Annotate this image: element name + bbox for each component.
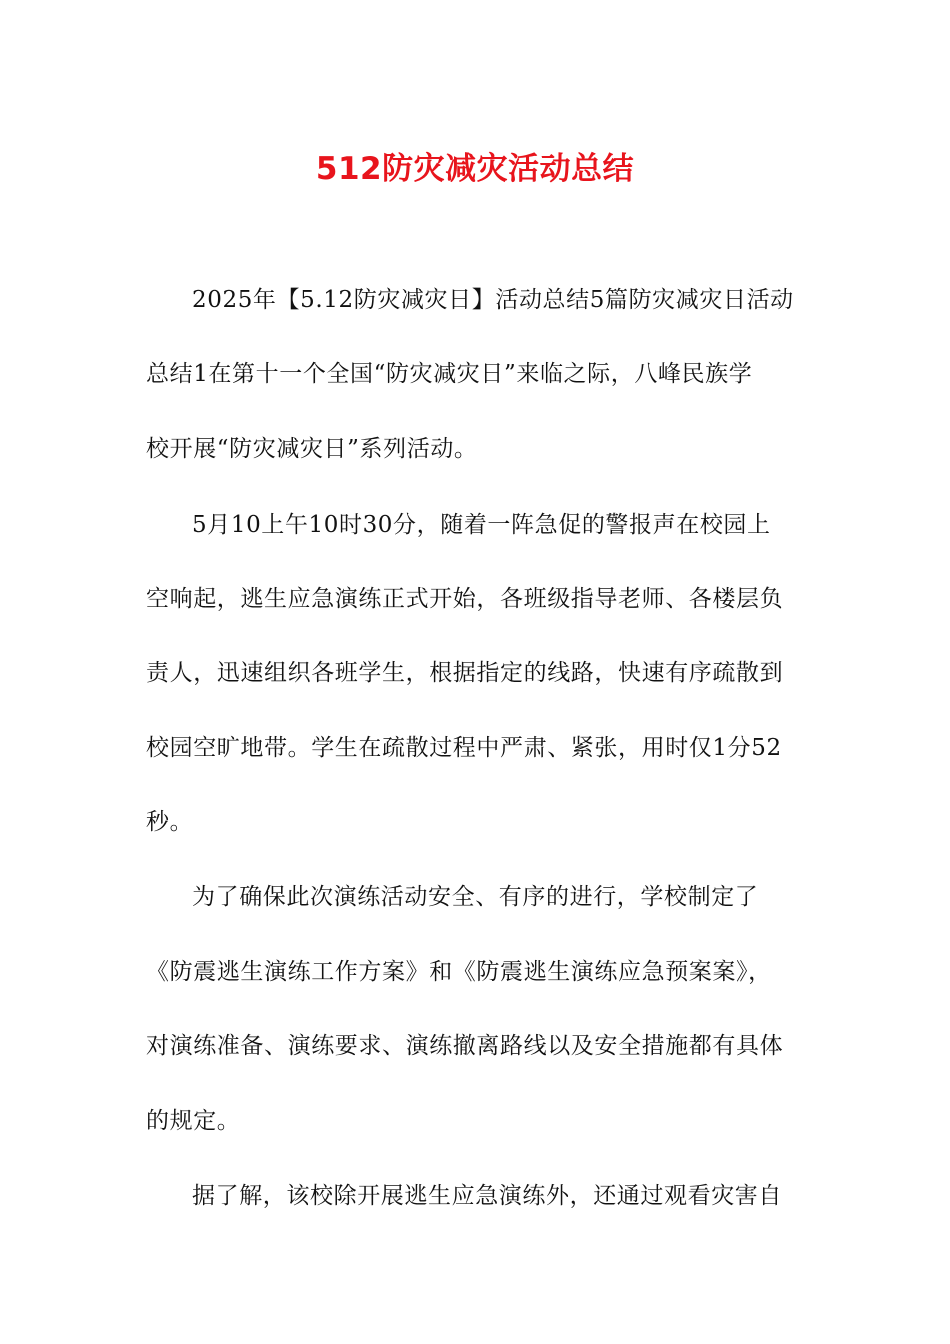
paragraph-2-line-2: 空响起，逃生应急演练正式开始，各班级指导老师、各楼层负 bbox=[146, 586, 784, 612]
paragraph-3-line-1: 为了确保此次演练活动安全、有序的进行，学校制定了 bbox=[192, 884, 759, 910]
paragraph-1-line-3: 校开展“防灾减灾日”系列活动。 bbox=[146, 436, 478, 462]
paragraph-2-line-1: 5月10上午10时30分，随着一阵急促的警报声在校园上 bbox=[192, 512, 771, 538]
paragraph-2-line-3: 责人，迅速组织各班学生，根据指定的线路，快速有序疏散到 bbox=[146, 660, 784, 686]
paragraph-1-line-1: 2025年【5.12防灾减灾日】活动总结5篇防灾减灾日活动 bbox=[192, 287, 794, 313]
paragraph-1-line-2: 总结1在第十一个全国“防灾减灾日”来临之际，八峰民族学 bbox=[146, 361, 753, 387]
paragraph-3-line-2: 《防震逃生演练工作方案》和《防震逃生演练应急预案案》， bbox=[146, 959, 772, 985]
paragraph-4-line-1: 据了解，该校除开展逃生应急演练外，还通过观看灾害自 bbox=[192, 1183, 782, 1209]
paragraph-2-line-4: 校园空旷地带。学生在疏散过程中严肃、紧张，用时仅1分52 bbox=[146, 735, 782, 761]
document-title: 512防灾减灾活动总结 bbox=[315, 151, 635, 187]
paragraph-3-line-3: 对演练准备、演练要求、演练撤离路线以及安全措施都有具体 bbox=[146, 1033, 784, 1059]
paragraph-2-line-5: 秒。 bbox=[146, 809, 194, 835]
paragraph-3-line-4: 的规定。 bbox=[146, 1108, 241, 1134]
